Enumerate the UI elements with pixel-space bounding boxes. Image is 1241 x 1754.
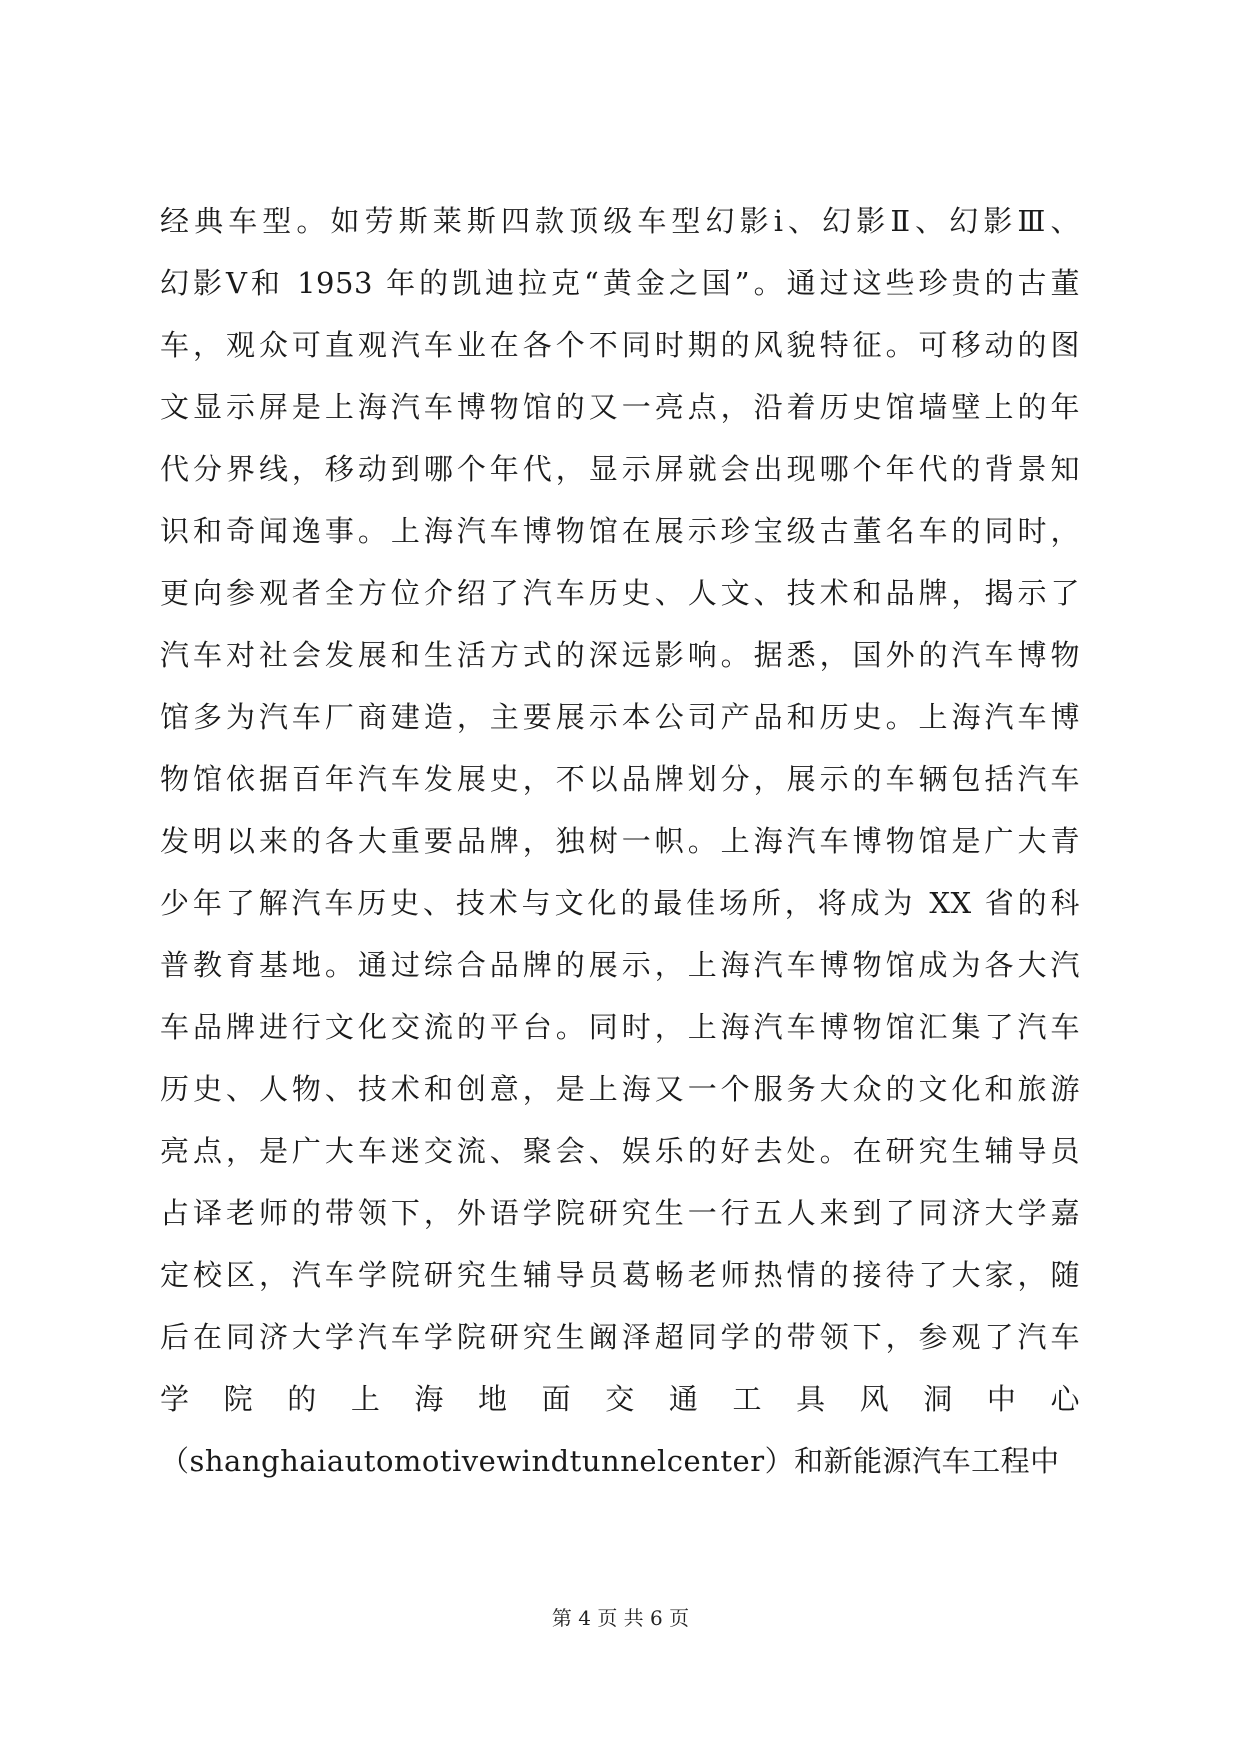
text-line: 车品牌进行文化交流的平台。同时，上海汽车博物馆汇集了汽车	[160, 1010, 1080, 1044]
text-line: 代分界线，移动到哪个年代，显示屏就会出现哪个年代的背景知	[160, 452, 1080, 486]
text-line: 幻影Ⅴ和 1953 年的凯迪拉克“黄金之国”。通过这些珍贵的古董	[160, 266, 1080, 300]
text-line: 历史、人物、技术和创意，是上海又一个服务大众的文化和旅游	[160, 1072, 1080, 1106]
text-line: 经典车型。如劳斯莱斯四款顶级车型幻影ⅰ、幻影Ⅱ、幻影Ⅲ、	[160, 204, 1080, 238]
text-line: 识和奇闻逸事。上海汽车博物馆在展示珍宝级古董名车的同时，	[160, 514, 1080, 548]
text-line: 定校区，汽车学院研究生辅导员葛畅老师热情的接待了大家，随	[160, 1258, 1080, 1292]
text-line: 更向参观者全方位介绍了汽车历史、人文、技术和品牌，揭示了	[160, 576, 1080, 610]
text-line: 占译老师的带领下，外语学院研究生一行五人来到了同济大学嘉	[160, 1196, 1080, 1230]
text-line: 亮点，是广大车迷交流、聚会、娱乐的好去处。在研究生辅导员	[160, 1134, 1080, 1168]
text-line: （shanghaiautomotivewindtunnelcenter）和新能源汽车工程中	[160, 1444, 1060, 1478]
text-line: 后在同济大学汽车学院研究生阚泽超同学的带领下，参观了汽车	[160, 1320, 1080, 1354]
text-line: 馆多为汽车厂商建造，主要展示本公司产品和历史。上海汽车博	[160, 700, 1080, 734]
text-line: 发明以来的各大重要品牌，独树一帜。上海汽车博物馆是广大青	[160, 824, 1080, 858]
text-line: 少年了解汽车历史、技术与文化的最佳场所，将成为 XX 省的科	[160, 886, 1080, 920]
text-line: 普教育基地。通过综合品牌的展示，上海汽车博物馆成为各大汽	[160, 948, 1080, 982]
text-line: 学 院 的 上 海 地 面 交 通 工 具 风 洞 中 心	[160, 1382, 1080, 1416]
text-line: 车，观众可直观汽车业在各个不同时期的风貌特征。可移动的图	[160, 328, 1080, 362]
body-text	[160, 190, 1080, 1492]
text-line: 物馆依据百年汽车发展史，不以品牌划分，展示的车辆包括汽车	[160, 762, 1080, 796]
page-footer: 第 4 页 共 6 页	[551, 1606, 690, 1630]
text-line: 汽车对社会发展和生活方式的深远影响。据悉，国外的汽车博物	[160, 638, 1080, 672]
text-line: 文显示屏是上海汽车博物馆的又一亮点，沿着历史馆墙壁上的年	[160, 390, 1080, 424]
